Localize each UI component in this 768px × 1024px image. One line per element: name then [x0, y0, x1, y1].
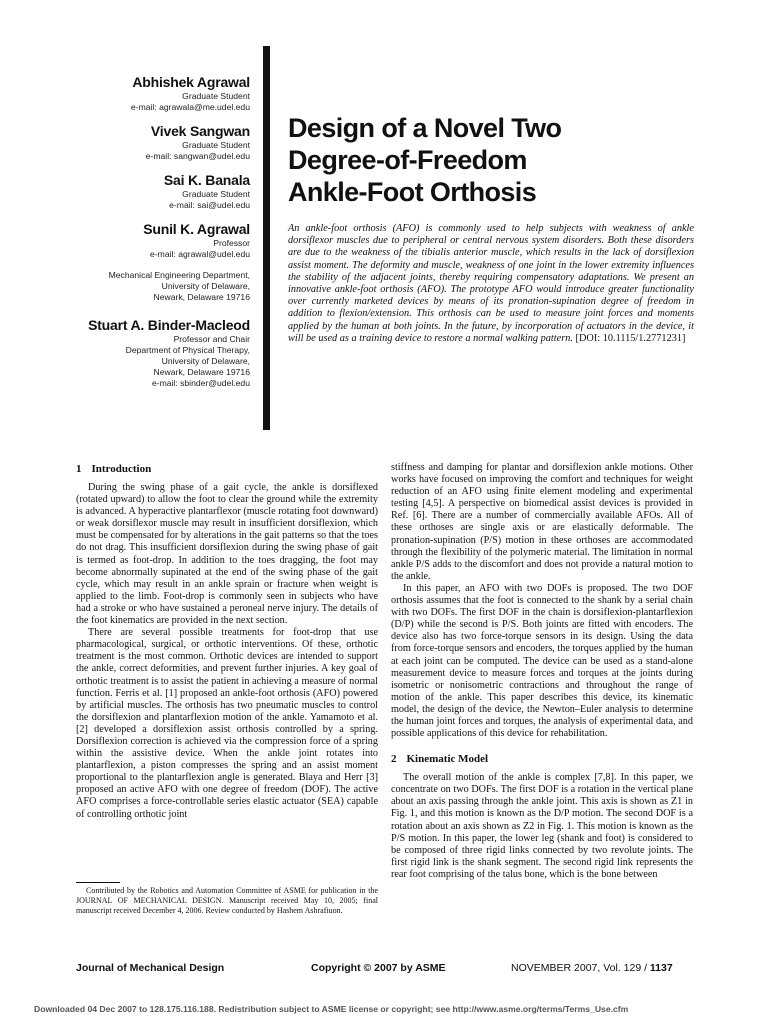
affiliation-line: Mechanical Engineering Department, — [108, 270, 250, 280]
author-name: Sai K. Banala — [163, 172, 250, 188]
body-column-right — [391, 462, 693, 881]
section-number: 2 — [391, 753, 397, 766]
issue-text: NOVEMBER 2007, Vol. 129 — [511, 962, 642, 974]
author-role: Graduate Student — [182, 91, 250, 101]
author-name: Abhishek Agrawal — [132, 74, 250, 90]
footer-copyright: Copyright © 2007 by ASME — [311, 962, 446, 974]
paragraph: There are several possible treatments for foot-drop that use pharmacological, surgical, or orthotic interventions. Of these, orthotic treatment is the most common. Orthotic devices are intended to support the ankle, correct deformities, and prevent further injuries. A key goal of orthotic treatment is to assist the patient in achieving a measure of normal function. Ferris et al. [1] proposed an ankle-foot orthosis (AFO) powered by artificial muscles. The orthosis has two pneumatic muscles to control the dorsiflexion and plantarflexion motion of the ankle. Yamamoto et al. [2] developed a dorsiflexion assist orthosis controlled by a spring. Dorsiflexion correction is achieved via the compression force of a spring within the assistive device. When the ankle joint rotates into plantarflexion, a piston compresses the spring and an assist moment proportional to the plantarflexion angle is generated. Blaya and Herr [3] proposed an active AFO with one degree of freedom (DOF). The active AFO comprises a force-controllable series elastic actuator (SEA) capable of controlling orthotic joint — [76, 627, 378, 820]
section-heading-introduction — [76, 462, 378, 476]
author-5 — [60, 317, 250, 389]
abstract-text: An ankle-foot orthosis (AFO) is commonly used to help subjects with weakness of ankle dorsiflexor muscles due to peripheral or central nervous system disorders. Both these disorders are due to the weakness of the tibialis anterior muscle, which results in the lack of dorsiflexion assist moment. The deformity and muscle, weakness of one joint in the lower extremity influences the stability of the adjacent joints, thereby requiring compensatory adaptations. We present an innovative ankle-foot orthosis (AFO). The prototype AFO would introduce greater functionality over currently marketed devices by means of its pronation-supination degree of freedom in addition to flexion/extension. This orthosis can be used to measure joint forces and moments applied by the human at both joints. In the future, by incorporation of actuators in the device, it will be used as a training device to restore a normal walking pattern. — [288, 223, 694, 344]
affiliation-line: University of Delaware, — [161, 281, 250, 291]
author-role: Graduate Student — [182, 140, 250, 150]
author-email: e-mail: sbinder@udel.edu — [151, 378, 250, 388]
footer-issue — [511, 962, 673, 975]
affiliation-line: University of Delaware, — [161, 356, 250, 366]
download-notice: Downloaded 04 Dec 2007 to 128.175.116.188. Redistribution subject to ASME license or copyright; see http://www.asme.org/terms/Terms_Use.cfm — [34, 1004, 629, 1014]
title-line: Ankle-Foot Orthosis — [288, 177, 537, 207]
doi-link[interactable]: [DOI: 10.1115/1.2771231] — [575, 332, 686, 344]
section-heading-kinematic-model — [391, 752, 693, 766]
footnote-rule — [76, 882, 120, 883]
affiliation-line: Department of Physical Therapy, — [125, 345, 250, 355]
affiliation-line: Newark, Delaware 19716 — [153, 367, 250, 377]
author-4 — [60, 221, 250, 260]
author-name: Sunil K. Agrawal — [143, 221, 250, 237]
paragraph: The overall motion of the ankle is complex [7,8]. In this paper, we concentrate on two DOFs. The first DOF is a rotation in the vertical plane about an axis passing through the ankle joint. This axis is shown as Z1 in Fig. 1, and this motion is known as the D/P motion. The second DOF is a rotation about an axis shown as Z2 in Fig. 1. This motion is known as the P/S motion. In this paper, the lower leg (shank and foot) is considered to be composed of three rigid links connected by two revolute joints. The first rigid link is the shank segment. The second rigid link represents the rear foot comprising of the talus bone, which is the bone between — [391, 772, 693, 880]
author-email: e-mail: agrawala@me.udel.edu — [130, 102, 250, 112]
paragraph: In this paper, an AFO with two DOFs is proposed. The two DOF orthosis assumes that the foot is connected to the shank by a serial chain with two DOFs. The first DOF in the chain is dorsiflexion-plantarflexion (D/P) while the second is P/S. Both joints are fitted with encoders. The device also has two force-torque sensors in its design. Using the data from force-torque sensors and encoders, the torques applied by the human at each joint can be computed. The device can be used as a stand-alone measurement device to measure forces and torques at the joints during isometric or nonisometric contractions and throughout the range of motion of the ankle. This paper describes this device, its kinematic model, the design of the device, the Newton–Euler analysis to determine the human joint forces and torques, the analysis of experimental data, and possible applications of this device for rehabilitation. — [391, 582, 693, 740]
issue-separator: / — [641, 962, 650, 974]
title-divider-bar — [263, 46, 270, 430]
page-number: 1137 — [649, 962, 673, 974]
footnote: Contributed by the Robotics and Automation Committee of ASME for publication in the JOURNAL OF MECHANICAL DESIGN. Manuscript received May 10, 2005; final manuscript received December 4, 2006. Review conducted by Hashem Ashrafiuon. — [76, 886, 378, 915]
author-email: e-mail: sangwan@udel.edu — [145, 151, 250, 161]
footer-journal-name: Journal of Mechanical Design — [76, 962, 225, 974]
abstract — [288, 223, 694, 345]
paragraph-continued: stiffness and damping for plantar and dorsiflexion ankle motions. Other works have focused on improving the comfort and techniques for weight reduction of an AFO using finite element modeling and experimental testing [4,5]. A perspective on biomedical assist devices is provided in Ref. [6]. There are a number of commercially available AFOs. All of these orthoses are single axis or are elastically deformable. The pronation-supination (P/S) motion in these orthoses are accommodated through the flexibility of the polymeric material. The limitation in normal ankle P/S adds to the discomfort and does not provide a natural motion to the ankle. — [391, 462, 693, 582]
author-role: Graduate Student — [182, 189, 250, 199]
title-line: Design of a Novel Two — [288, 113, 562, 143]
author-name: Stuart A. Binder-Macleod — [88, 317, 250, 333]
author-role: Professor and Chair — [173, 334, 250, 344]
author-name: Vivek Sangwan — [150, 123, 250, 139]
author-list — [60, 74, 250, 399]
body-column-left — [76, 462, 378, 821]
title-line: Degree-of-Freedom — [288, 145, 527, 175]
author-1 — [60, 74, 250, 113]
author-3 — [60, 172, 250, 211]
section-title: Kinematic Model — [406, 753, 489, 766]
paper-title — [288, 112, 728, 208]
affiliation-line: Newark, Delaware 19716 — [153, 292, 250, 302]
author-email: e-mail: sai@udel.edu — [169, 200, 250, 210]
section-title: Introduction — [91, 463, 152, 475]
author-role: Professor — [213, 238, 250, 248]
affiliation-mechanical-engineering — [60, 270, 250, 303]
author-2 — [60, 123, 250, 162]
paragraph: During the swing phase of a gait cycle, the ankle is dorsiflexed (rotated upward) to allow the foot to clear the ground while the extremity is advanced. A hyperactive plantarflexor (muscle rotating foot downward) or weak dorsiflexor muscle may result in insufficient dorsiflexion, which must be compensated for by alterations in the gait patterns so that the toes do not drag. This insufficient dorsiflexion during the swing phase of gait is termed as foot-drop. In addition to the toes dragging, the foot may become abnormally supinated at the end of the swing phase of the gait cycle, which may result in an ankle sprain or fracture when weight is applied to the limb. Foot-drop is commonly seen in subjects who have had a stroke or who have sustained a peroneal nerve injury. The details of the foot kinematics are provided in the next section. — [76, 482, 378, 627]
section-number: 1 — [76, 463, 82, 475]
author-email: e-mail: agrawal@udel.edu — [150, 249, 250, 259]
